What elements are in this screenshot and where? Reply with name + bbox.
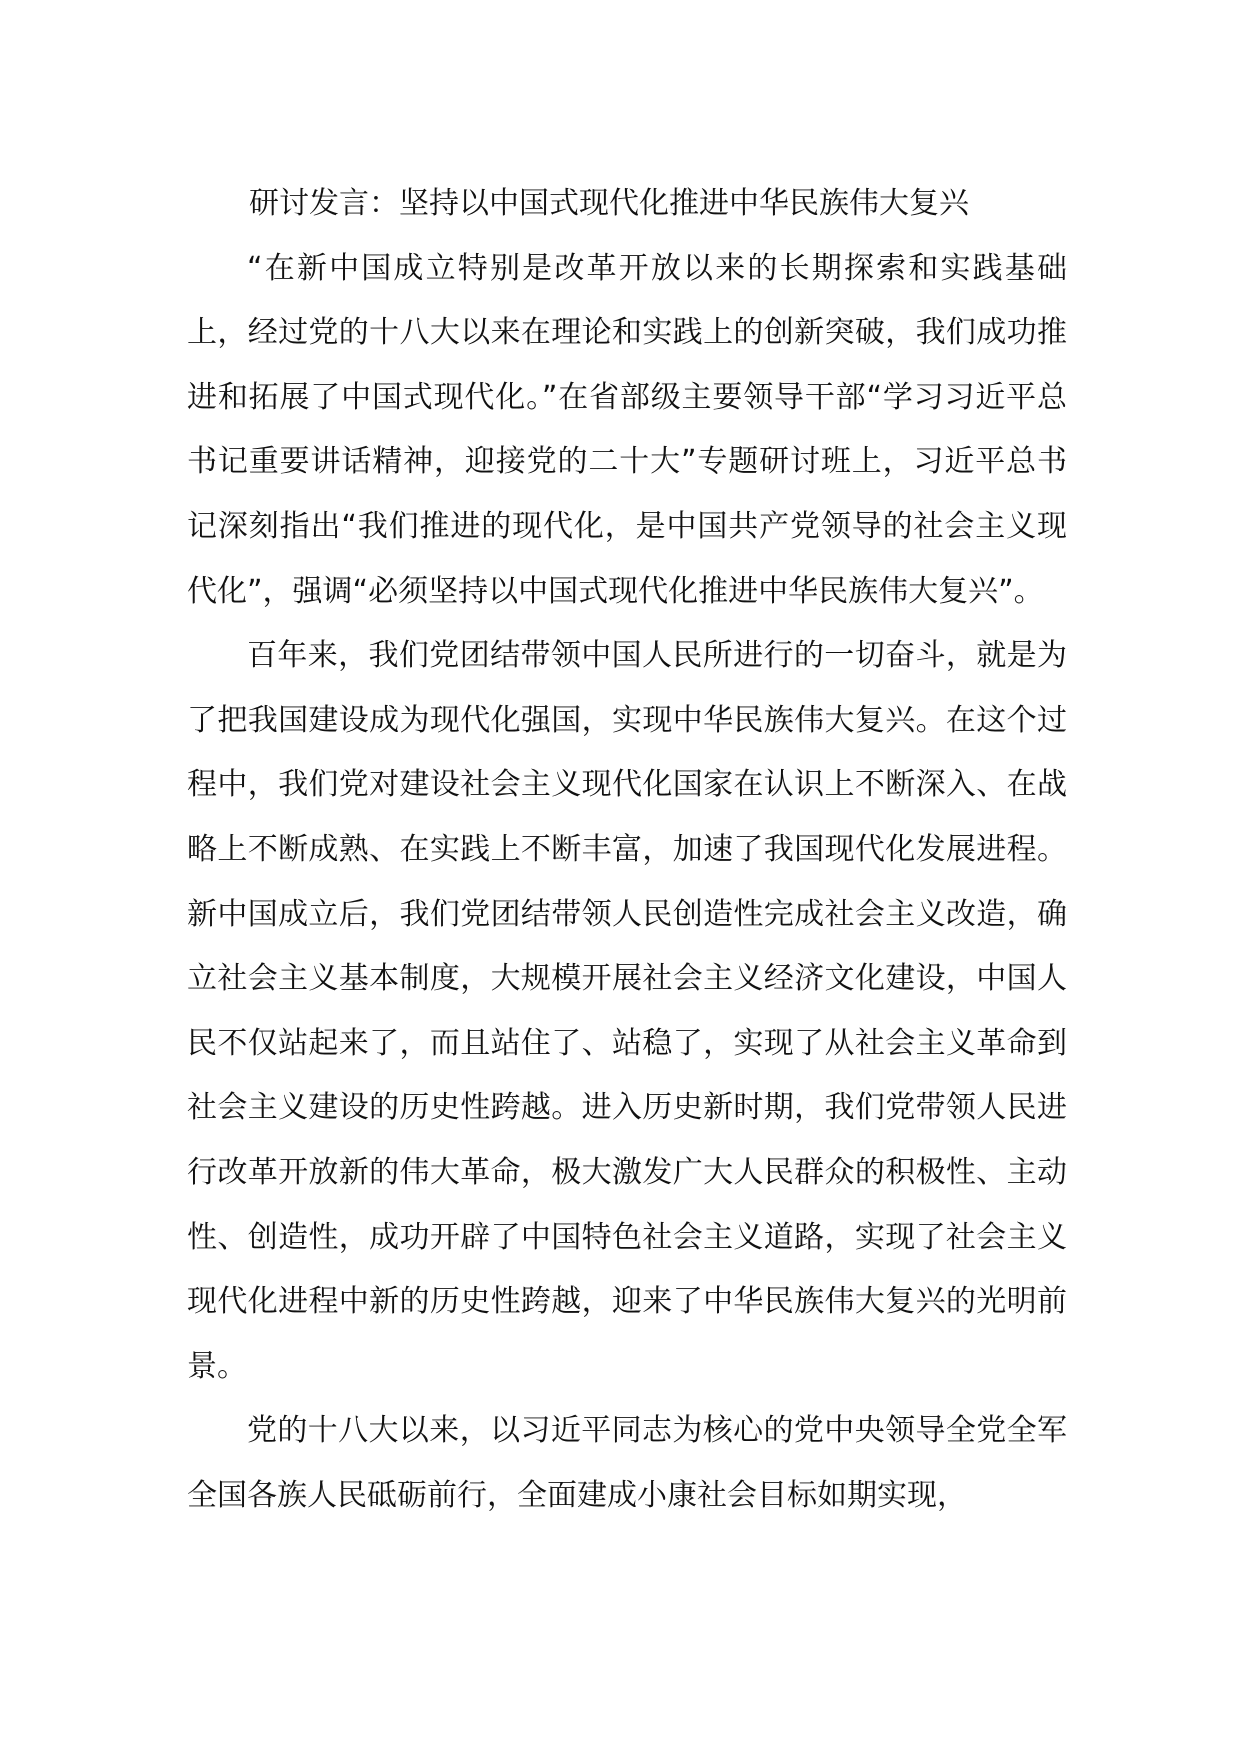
paragraph: 百年来，我们党团结带领中国人民所进行的一切奋斗，就是为了把我国建设成为现代化强国，实现中华民族伟大复兴。在这个过程中，我们党对建设社会主义现代化国家在认识上不断深入、在战略上不断成熟、在实践上不断丰富，加速了我国现代化发展进程。新中国成立后，我们党团结带领人民创造性完成社会主义改造，确立社会主义基本制度，大规模开展社会主义经济文化建设，中国人民不仅站起来了，而且站住了、站稳了，实现了从社会主义革命到社会主义建设的历史性跨越。进入历史新时期，我们党带领人民进行改革开放新的伟大革命，极大激发广大人民群众的积极性、主动性、创造性，成功开辟了中国特色社会主义道路，实现了社会主义现代化进程中新的历史性跨越，迎来了中华民族伟大复兴的光明前景。 — [187, 638, 1067, 1384]
paragraph: “在新中国成立特别是改革开放以来的长期探索和实践基础上，经过党的十八大以来在理论和实践上的创新突破，我们成功推进和拓展了中国式现代化。”在省部级主要领导干部“学习习近平总书记重要讲话精神，迎接党的二十大”专题研讨班上，习近平总书记深刻指出“我们推进的现代化，是中国共产党领导的社会主义现代化”，强调“必须坚持以中国式现代化推进中华民族伟大复兴”。 — [187, 250, 1067, 609]
document-body — [187, 172, 1067, 1528]
document-title: 研讨发言：坚持以中国式现代化推进中华民族伟大复兴 — [249, 186, 969, 221]
paragraph: 党的十八大以来，以习近平同志为核心的党中央领导全党全军全国各族人民砥砺前行，全面建成小康社会目标如期实现， — [187, 1413, 1067, 1513]
